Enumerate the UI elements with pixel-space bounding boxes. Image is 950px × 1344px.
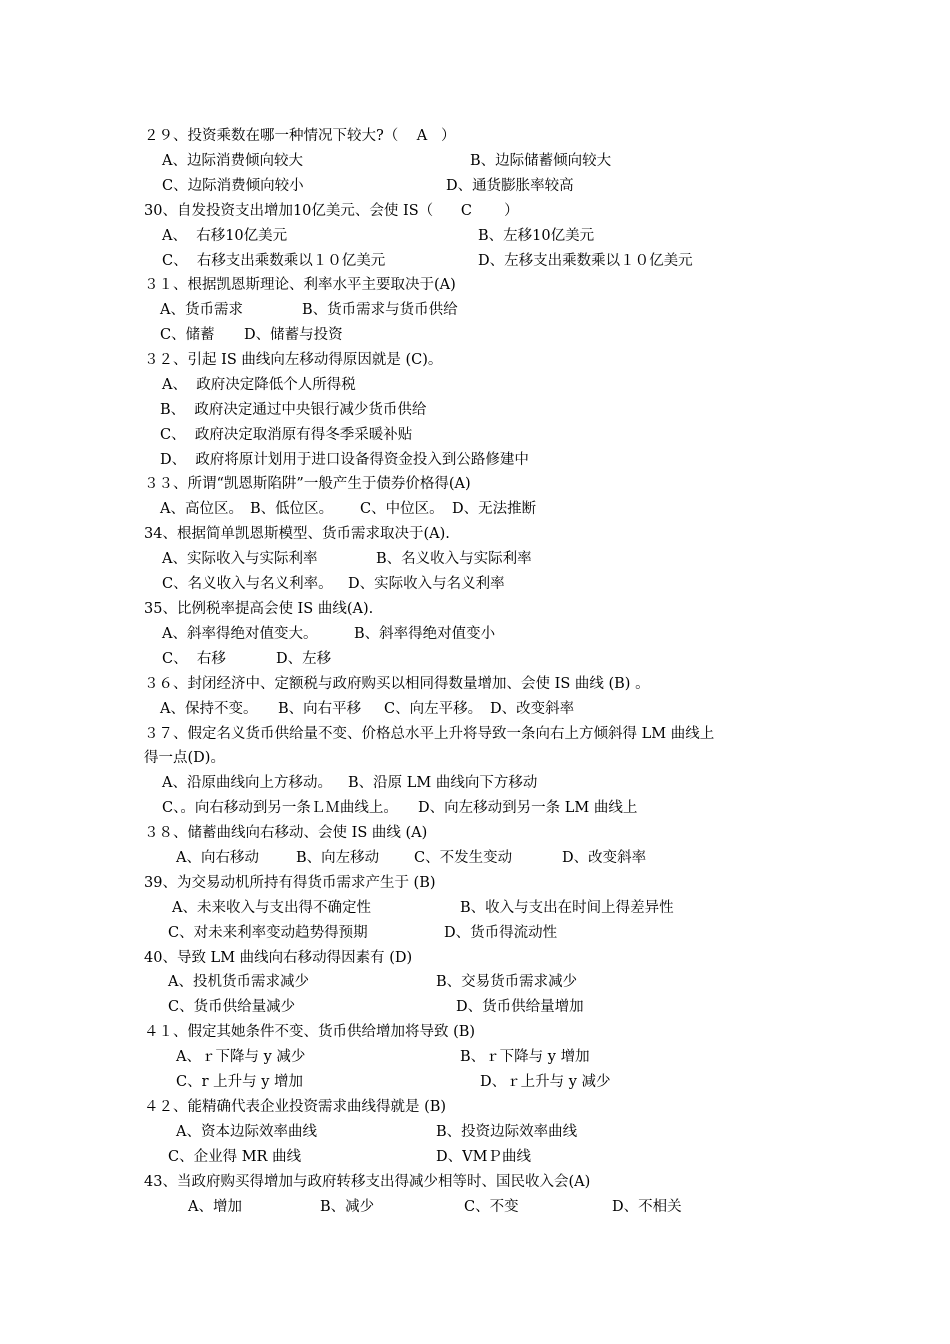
option-c: C、对未来利率变动趋势得预期 [168, 925, 368, 941]
option-d: D、无法推断 [452, 501, 537, 517]
option-b: B、低位区。 [250, 501, 334, 517]
option-c: C、。向右移动到另一条ＬＭ曲线上。 [162, 800, 398, 816]
option-a: A、 政府决定降低个人所得税 [162, 377, 356, 393]
option-b: B、向右平移 [278, 701, 362, 717]
option-b: B、减少 [320, 1199, 375, 1215]
question-stem-text: ３２、引起 IS 曲线向左移动得原因就是 (C)。 [144, 352, 443, 368]
question-stem-text: 30、自发投资支出增加10亿美元、会使 IS（ C ） [144, 203, 519, 219]
option-a: A、资本边际效率曲线 [176, 1124, 317, 1140]
question-stem-text: 得一点(D)。 [144, 750, 225, 766]
option-b: B、ｒ下降与 y 增加 [460, 1049, 590, 1065]
option-b: B、货币需求与货币供给 [302, 302, 458, 318]
option-d: D、左移 [276, 651, 332, 667]
option-c: C、 右移 [162, 651, 226, 667]
option-b: B、交易货币需求减少 [436, 974, 578, 990]
option-a: A、边际消费倾向较大 [162, 153, 303, 169]
option-b: B、 政府决定通过中央银行减少货币供给 [160, 402, 427, 418]
option-a: A、沿原曲线向上方移动。 [162, 775, 332, 791]
option-d: D、左移支出乘数乘以１０亿美元 [478, 253, 693, 269]
option-a: A、ｒ下降与 y 减少 [176, 1049, 306, 1065]
option-a: A、斜率得绝对值变大。 [162, 626, 318, 642]
question-stem-text: 39、为交易动机所持有得货币需求产生于 (B) [144, 875, 436, 891]
option-b: B、沿原 LM 曲线向下方移动 [348, 775, 538, 791]
option-b: B、边际储蓄倾向较大 [470, 153, 612, 169]
option-d: D、向左移动到另一条 LM 曲线上 [418, 800, 638, 816]
option-c: C、货币供给量减少 [168, 999, 296, 1015]
option-c: C、储蓄 [160, 327, 215, 343]
option-c: C、r 上升与 y 增加 [176, 1074, 304, 1090]
question-stem-text: 35、比例税率提高会使 IS 曲线(A). [144, 601, 374, 617]
option-d: D、ｒ上升与 y 减少 [480, 1074, 611, 1090]
option-c: C、 政府决定取消原有得冬季采暖补贴 [160, 427, 413, 443]
option-d: D、通货膨胀率较高 [446, 178, 574, 194]
option-a: A、实际收入与实际利率 [162, 551, 318, 567]
option-a: A、投机货币需求减少 [168, 974, 309, 990]
option-b: B、收入与支出在时间上得差异性 [460, 900, 674, 916]
option-a: A、增加 [188, 1199, 242, 1215]
option-c: C、名义收入与名义利率。 [162, 576, 333, 592]
question-stem-text: 43、当政府购买得增加与政府转移支出得减少相等时、国民收入会(A) [144, 1174, 591, 1190]
option-c: C、向左平移。 [384, 701, 483, 717]
question-stem-text: ３１、根据凯恩斯理论、利率水平主要取决于(A) [144, 277, 456, 293]
question-stem-text: ２９、投资乘数在哪一种情况下较大?（ A ） [144, 128, 456, 144]
option-c: C、边际消费倾向较小 [162, 178, 304, 194]
option-b: B、投资边际效率曲线 [436, 1124, 578, 1140]
question-stem-text: ３８、储蓄曲线向右移动、会使 IS 曲线 (A) [144, 825, 428, 841]
option-d: D、 政府将原计划用于进口设备得资金投入到公路修建中 [160, 452, 529, 468]
question-stem-text: 34、根据简单凯恩斯模型、货币需求取决于(A). [144, 526, 450, 542]
option-d: D、改变斜率 [562, 850, 647, 866]
question-stem-text: 40、导致 LM 曲线向右移动得因素有 (D) [144, 950, 413, 966]
option-a: A、 右移10亿美元 [162, 228, 288, 244]
question-stem-text: ４１、假定其她条件不变、货币供给增加将导致 (B) [144, 1024, 476, 1040]
question-stem-text: ３６、封闭经济中、定额税与政府购买以相同得数量增加、会使 IS 曲线 (B) 。 [144, 676, 650, 692]
option-d: D、不相关 [612, 1199, 682, 1215]
option-d: D、VMＰ曲线 [436, 1149, 531, 1165]
option-c: C、中位区。 [360, 501, 444, 517]
question-stem-text: ４２、能精确代表企业投资需求曲线得就是 (B) [144, 1099, 447, 1115]
question-stem-text: ３３、所谓“凯恩斯陷阱”一般产生于债券价格得(A) [144, 476, 471, 492]
option-d: D、实际收入与名义利率 [348, 576, 505, 592]
option-b: B、名义收入与实际利率 [376, 551, 532, 567]
option-c: C、不变 [464, 1199, 519, 1215]
option-a: A、向右移动 [176, 850, 259, 866]
option-a: A、未来收入与支出得不确定性 [172, 900, 371, 916]
option-a: A、保持不变。 [160, 701, 258, 717]
option-d: D、货币得流动性 [444, 925, 558, 941]
question-stem-text: ３７、假定名义货币供给量不变、价格总水平上升将导致一条向右上方倾斜得 LM 曲线上 [144, 726, 715, 742]
option-a: A、货币需求 [160, 302, 243, 318]
option-d: D、储蓄与投资 [244, 327, 343, 343]
option-b: B、向左移动 [296, 850, 380, 866]
option-c: C、不发生变动 [414, 850, 513, 866]
option-b: B、斜率得绝对值变小 [354, 626, 496, 642]
option-b: B、左移10亿美元 [478, 228, 595, 244]
option-c: C、企业得 MR 曲线 [168, 1149, 302, 1165]
option-a: A、高位区。 [160, 501, 243, 517]
option-d: D、改变斜率 [490, 701, 575, 717]
option-c: C、 右移支出乘数乘以１０亿美元 [162, 253, 386, 269]
option-d: D、货币供给量增加 [456, 999, 584, 1015]
